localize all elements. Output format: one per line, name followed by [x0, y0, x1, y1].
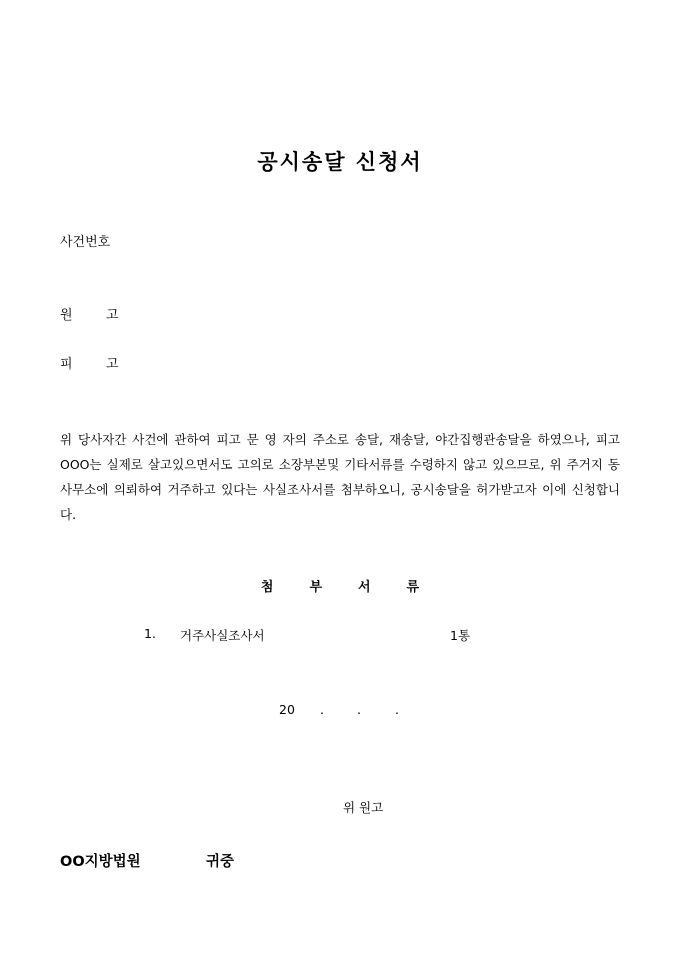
- attachments-heading-char: 류: [406, 580, 420, 595]
- court-honorific: 귀중: [206, 854, 235, 870]
- court-name: OO지방법원: [60, 854, 141, 870]
- date-separator: .: [357, 702, 361, 717]
- request-body-paragraph: 위 당사자간 사건에 관하여 피고 문 영 자의 주소로 송달, 재송달, 야간집행관송달을 하였으나, 피고 OOO는 실제로 살고있으면서도 고의로 소장부본및 기타서류를 수령하지 않고 있으므로, 위 주거지 동사무소에 의뢰하여 거주하고 있다는 사실조사서를 첨부하오니, 공시송달을 허가받고자 이에 신청합니다.: [60, 432, 620, 522]
- signer-line: 위 원고: [343, 800, 384, 815]
- case-number-label: 사건번호: [60, 235, 111, 250]
- date-year: 20: [279, 702, 295, 717]
- attachments-heading-char: 첨: [260, 580, 274, 595]
- attachment-name: 거주사실조사서: [180, 628, 265, 643]
- attachment-quantity: 1통: [450, 628, 471, 643]
- document-title: 공시송달 신청서: [257, 149, 423, 174]
- attachments-heading: [0, 576, 680, 595]
- attachment-number: 1.: [144, 626, 156, 641]
- date-separator: .: [395, 702, 399, 717]
- defendant-label-suffix: 고: [106, 357, 119, 372]
- plaintiff-label: 원: [60, 308, 73, 323]
- date-separator: .: [320, 702, 324, 717]
- attachments-heading-char: 부: [309, 580, 323, 595]
- attachments-heading-char: 서: [357, 580, 371, 595]
- plaintiff-label-suffix: 고: [106, 308, 119, 323]
- defendant-label: 피: [60, 357, 73, 372]
